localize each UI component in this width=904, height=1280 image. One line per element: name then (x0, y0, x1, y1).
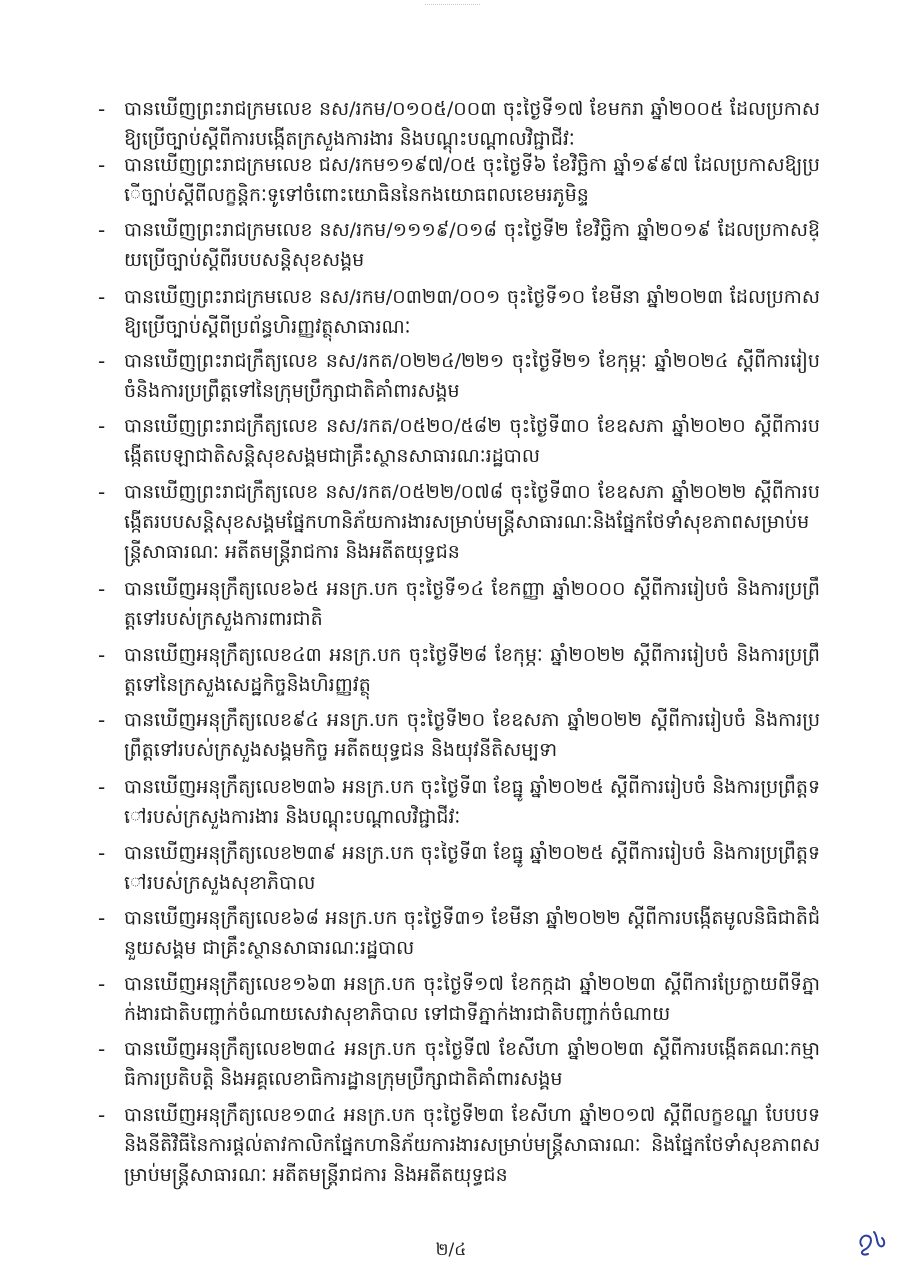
bullet-dash: - (98, 1037, 106, 1061)
bullet-dash: - (98, 285, 106, 309)
bullet-dash: - (98, 218, 106, 242)
list-item-text: បានឃើញអនុក្រឹត្យលេខ១៣៤ អនក្រ.បក ចុះថ្ងៃទី២៣ ខែសីហា ឆ្នាំ២០១៧ ស្តីពីលក្ខខណ្ឌ បែបបទ និងនីតិវិធីនៃការផ្តល់តាវកាលិកផ្នែកហានិភ័យការងារសម្រាប់មន្ត្រីសាធារណៈ និងផ្នែកថែទាំសុខភាពសម្រាប់មន្ត្រីសាធារណៈ អតីតមន្ត្រីរាជការ និងអតីតយុទ្ធជន (124, 1104, 820, 1186)
list-item-text: បានឃើញព្រះរាជក្រមលេខ នស/រកម/០៣២៣/០០១ ចុះថ្ងៃទី១០ ខែមីនា ឆ្នាំ២០២៣ ដែលប្រកាសឱ្យប្រើច្បាប់ស្តីពីប្រព័ន្ធហិរញ្ញវត្ថុសាធារណៈ (124, 286, 820, 338)
bullet-dash: - (98, 480, 106, 504)
list-item-text: បានឃើញអនុក្រឹត្យលេខ១៦៣ អនក្រ.បក ចុះថ្ងៃទី១៧ ខែកក្កដា ឆ្នាំ២០២៣ ស្តីពីការប្រែក្លាយពីទីភ្នាក់ងារជាតិបញ្ជាក់ចំណាយសេវាសុខាភិបាល ទៅជាទីភ្នាក់ងារជាតិបញ្ជាក់ចំណាយ (124, 973, 820, 1025)
list-item-text: បានឃើញអនុក្រឹត្យលេខ២៣៩ អនក្រ.បក ចុះថ្ងៃទី៣ ខែធ្នូ ឆ្នាំ២០២៥ ស្តីពីការរៀបចំ និងការប្រព្រឹត្តទៅរបស់ក្រសួងសុខាភិបាល (124, 842, 820, 894)
bullet-dash: - (98, 643, 106, 667)
list-item-text: បានឃើញព្រះរាជក្រឹត្យលេខ នស/រកត/០៥២២/០៧៨ ចុះថ្ងៃទី៣០ ខែឧសភា ឆ្នាំ២០២២ ស្តីពីការបង្កើតរបបសន្តិសុខសង្គមផ្នែកហានិភ័យការងារសម្រាប់មន្ត្រីសាធារណៈនិងផ្នែកថែទាំសុខភាពសម្រាប់មន្ត្រីសាធារណៈ អតីតមន្ត្រីរាជការ និងអតីតយុទ្ធជន (124, 481, 820, 563)
list-item-text: បានឃើញអនុក្រឹត្យលេខ៩៤ អនក្រ.បក ចុះថ្ងៃទី២០ ខែឧសភា ឆ្នាំ២០២២ ស្តីពីការរៀបចំ និងការប្រព្រឹត្តទៅរបស់ក្រសួងសង្គមកិច្ច អតីតយុទ្ធជន និងយុវនីតិសម្បទា (124, 709, 820, 761)
list-item-text: បានឃើញអនុក្រឹត្យលេខ៤៣ អនក្រ.បក ចុះថ្ងៃទី២៨ ខែកុម្ភៈ ឆ្នាំ២០២២ ស្តីពីការរៀបចំ និងការប្រព្រឹត្តទៅនៃក្រសួងសេដ្ឋកិច្ចនិងហិរញ្ញវត្ថុ (124, 644, 820, 696)
bullet-dash: - (98, 775, 106, 799)
bullet-dash: - (98, 972, 106, 996)
bullet-dash: - (98, 414, 106, 438)
scan-mark (425, 4, 480, 11)
list-item-text: បានឃើញព្រះរាជក្រឹត្យលេខ នស/រកត/០២២៤/២២១ ចុះថ្ងៃទី២១ ខែកុម្ភៈ ឆ្នាំ២០២៤ ស្តីពីការរៀបចំនិងការប្រព្រឹត្តទៅនៃក្រុមប្រឹក្សាជាតិគាំពារសង្គម (124, 350, 820, 402)
list-item-text: បានឃើញព្រះរាជក្រមលេខ ជស/រកម១១៩៧/០៥ ចុះថ្ងៃទី៦ ខែវិច្ឆិកា ឆ្នាំ១៩៩៧ ដែលប្រកាសឱ្យប្រើច្បាប់ស្តីពីលក្ខន្តិកៈទូទៅចំពោះយោធិននៃកងយោធពលខេមរភូមិន្ទ (124, 154, 820, 206)
list-item-text: បានឃើញព្រះរាជក្រមលេខ នស/រកម/១១១៩/០១៨ ចុះថ្ងៃទី២ ខែវិច្ឆិកា ឆ្នាំ២០១៩ ដែលប្រកាសឱ្យប្រើច្បាប់ស្តីពីរបបសន្តិសុខសង្គម (124, 219, 820, 271)
bullet-dash: - (98, 577, 106, 601)
list-item-text: បានឃើញព្រះរាជក្រឹត្យលេខ នស/រកត/០៥២០/៥៨២ ចុះថ្ងៃទី៣០ ខែឧសភា ឆ្នាំ២០២០ ស្តីពីការបង្កើតបេឡាជាតិសន្តិសុខសង្គមជាគ្រឹះស្ថានសាធារណៈរដ្ឋបាល (124, 415, 820, 467)
bullet-dash: - (98, 708, 106, 732)
list-item-text: បានឃើញអនុក្រឹត្យលេខ២៣៦ អនក្រ.បក ចុះថ្ងៃទី៣ ខែធ្នូ ឆ្នាំ២០២៥ ស្តីពីការរៀបចំ និងការប្រព្រឹត្តទៅរបស់ក្រសួងការងារ និងបណ្តុះបណ្តាលវិជ្ជាជីវៈ (124, 776, 820, 828)
bullet-dash: - (98, 349, 106, 373)
initials-signature-icon (852, 1222, 892, 1262)
bullet-dash: - (98, 906, 106, 930)
bullet-dash: - (98, 1103, 106, 1127)
bullet-dash: - (98, 841, 106, 865)
list-item-text: បានឃើញព្រះរាជក្រមលេខ នស/រកម/០១០៥/០០៣ ចុះថ្ងៃទី១៧ ខែមករា ឆ្នាំ២០០៥ ដែលប្រកាសឱ្យប្រើច្បាប់ស្តីពីការបង្កើតក្រសួងការងារ និងបណ្តុះបណ្តាលវិជ្ជាជីវៈ (124, 98, 820, 150)
bullet-dash: - (98, 153, 106, 177)
list-item-text: បានឃើញអនុក្រឹត្យលេខ៦៥ អនក្រ.បក ចុះថ្ងៃទី១៤ ខែកញ្ញា ឆ្នាំ២០០០ ស្តីពីការរៀបចំ និងការប្រព្រឹត្តទៅរបស់ក្រសួងការពារជាតិ (124, 578, 820, 630)
page-number: ២/៤ (435, 1240, 467, 1260)
list-item-text: បានឃើញអនុក្រឹត្យលេខ៦៨ អនក្រ.បក ចុះថ្ងៃទី៣១ ខែមីនា ឆ្នាំ២០២២ ស្តីពីការបង្កើតមូលនិធិជាតិជំនួយសង្គម ជាគ្រឹះស្ថានសាធារណៈរដ្ឋបាល (124, 907, 820, 959)
list-item-text: បានឃើញអនុក្រឹត្យលេខ២៣៤ អនក្រ.បក ចុះថ្ងៃទី៧ ខែសីហា ឆ្នាំ២០២៣ ស្តីពីការបង្កើតគណៈកម្មាធិការប្រតិបត្តិ និងអគ្គលេខាធិការដ្ឋានក្រុមប្រឹក្សាជាតិគាំពារសង្គម (124, 1038, 820, 1090)
bullet-dash: - (98, 97, 106, 121)
